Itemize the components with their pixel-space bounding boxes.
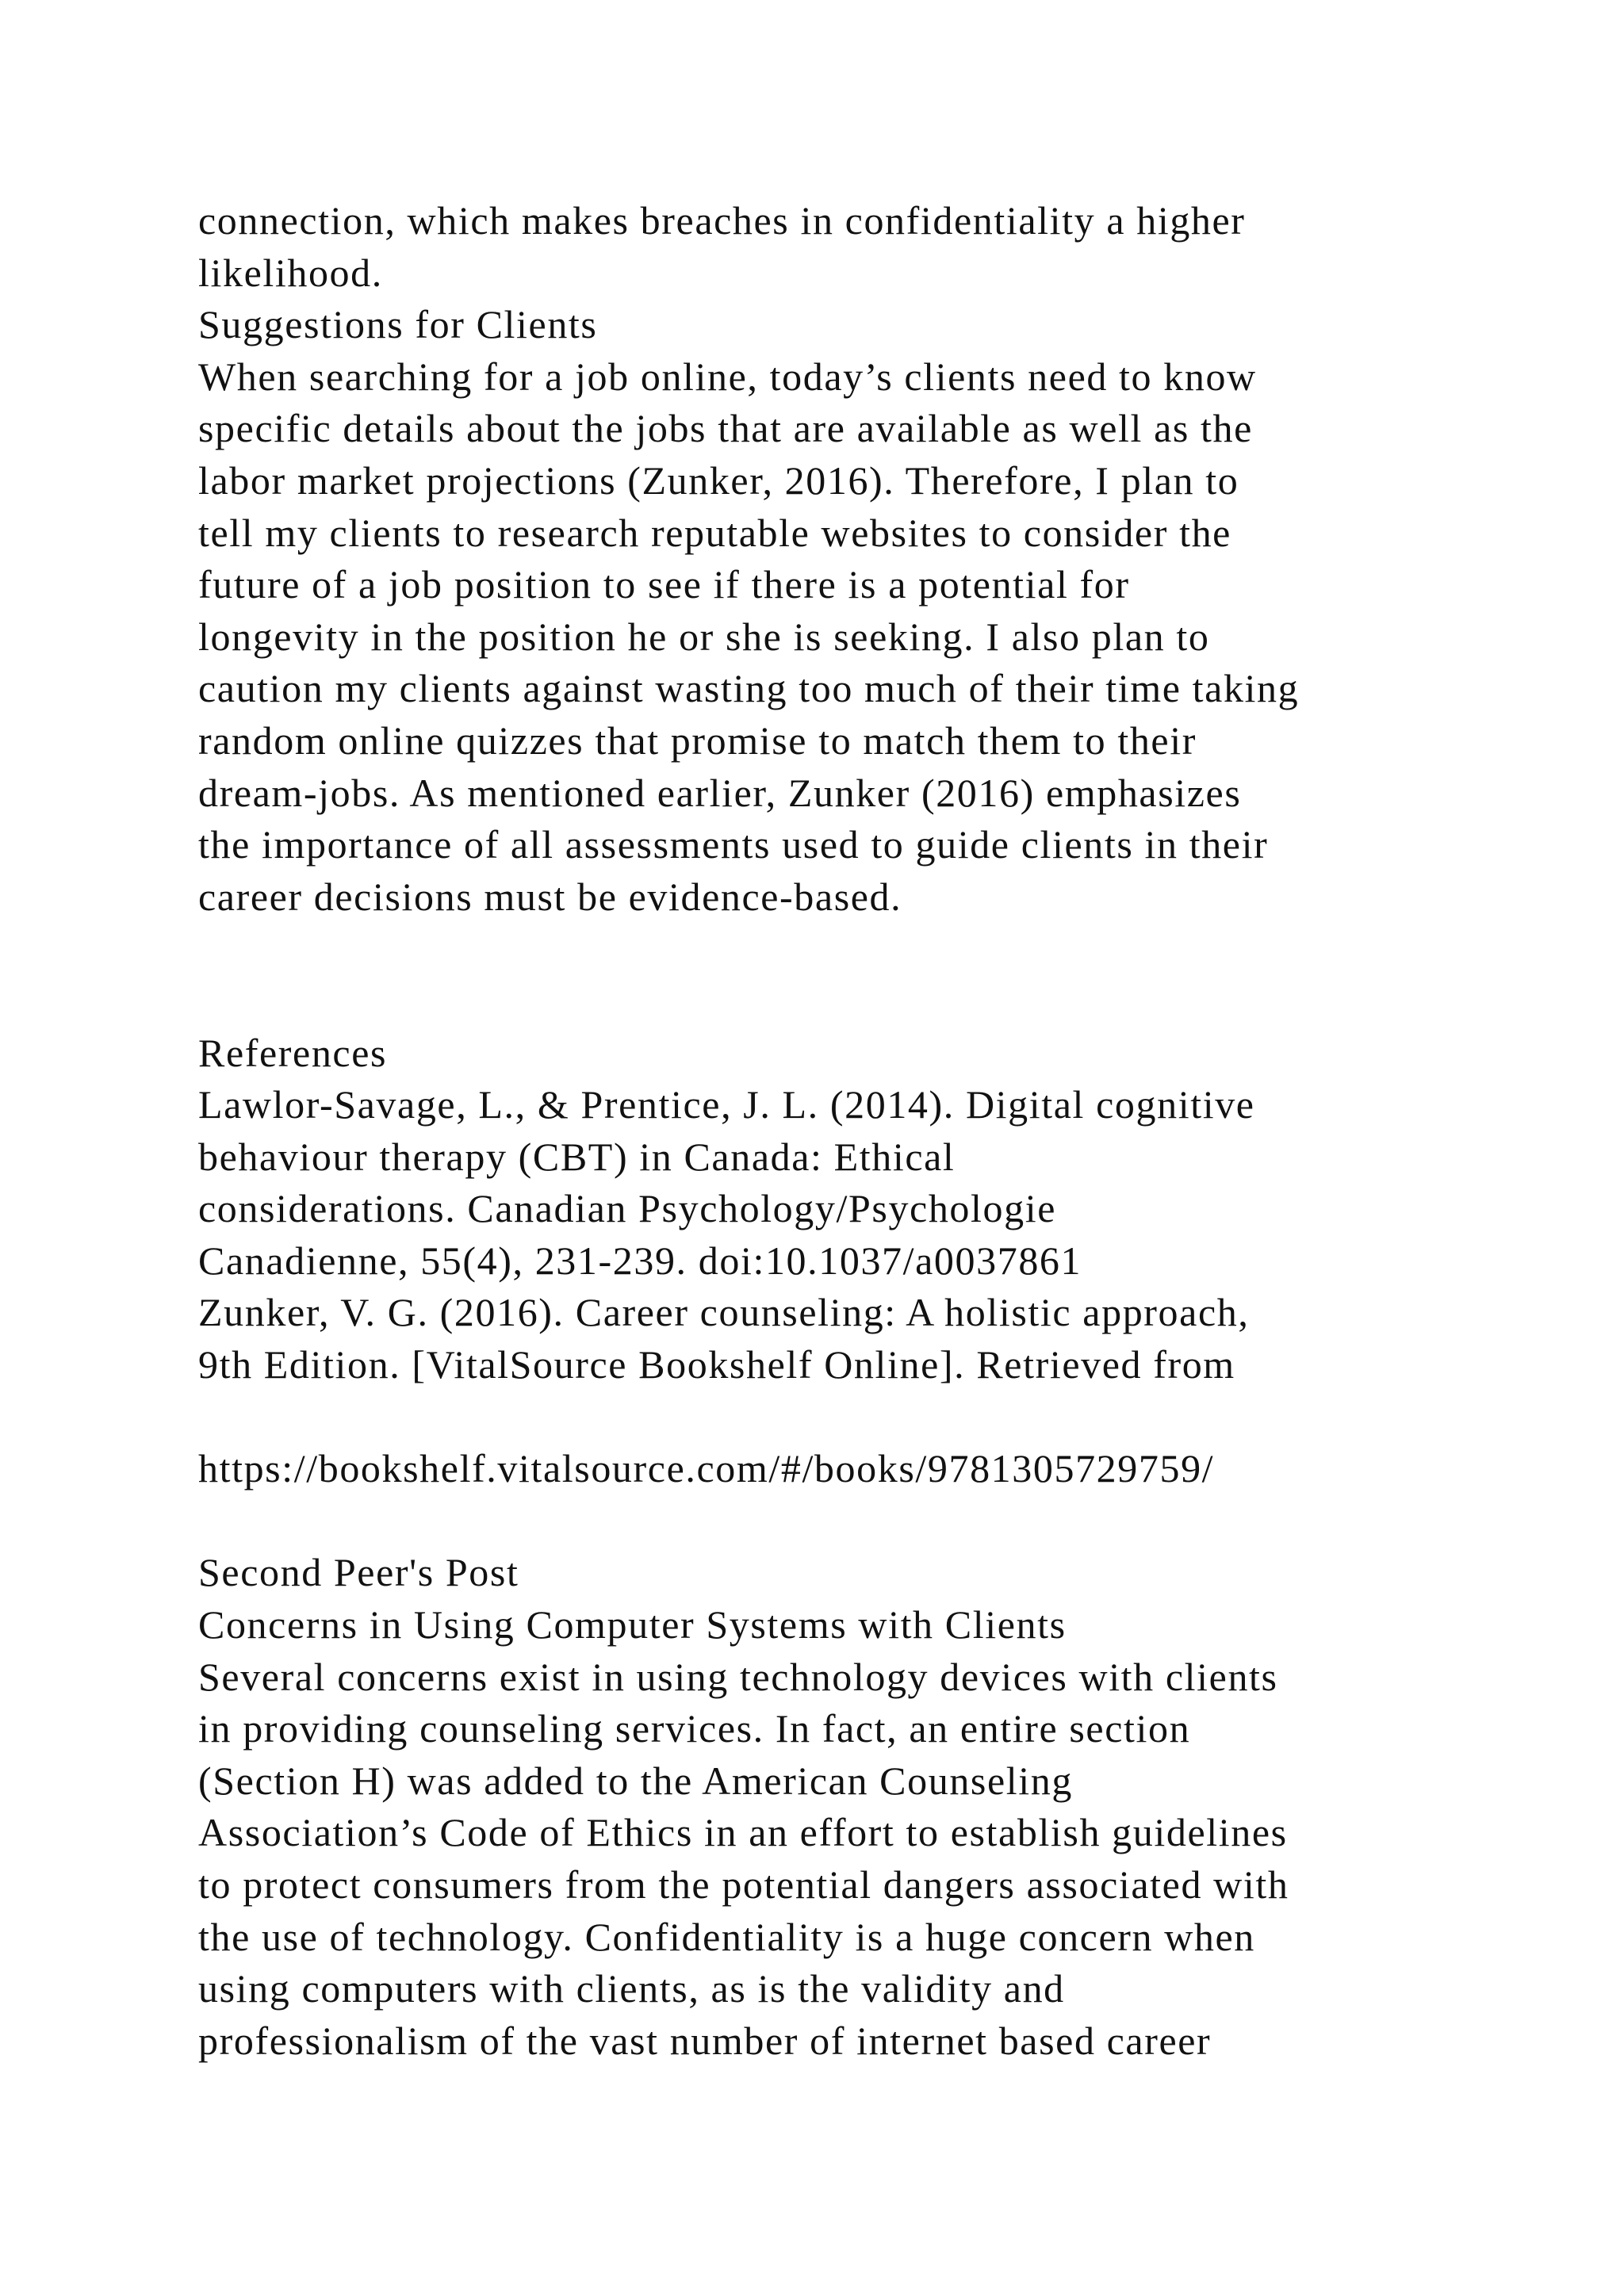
blank-line [198,1391,1499,1444]
blank-line [198,923,1499,975]
body-line: in providing counseling services. In fact, an entire section [198,1706,1191,1751]
body-line: future of a job position to see if there is a potential for [198,562,1130,607]
references-heading: References [198,1030,388,1075]
reference-line: 9th Edition. [VitalSource Bookshelf Online]. Retrieved from [198,1342,1235,1387]
body-line: likelihood. [198,250,383,295]
blank-line [198,1495,1499,1548]
body-line: Association’s Code of Ethics in an effort to establish guidelines [198,1810,1288,1855]
body-line: connection, which makes breaches in confidentiality a higher [198,198,1246,243]
section-heading-suggestions: Suggestions for Clients [198,302,598,347]
body-line: tell my clients to research reputable websites to consider the [198,510,1231,555]
reference-url: https://bookshelf.vitalsource.com/#/books/9781305729759/ [198,1446,1215,1491]
body-line: When searching for a job online, today’s clients need to know [198,354,1257,399]
reference-line: Canadienne, 55(4), 231-239. doi:10.1037/a0037861 [198,1238,1082,1283]
body-line: using computers with clients, as is the validity and [198,1966,1065,2011]
body-line: caution my clients against wasting too much of their time taking [198,666,1300,711]
body-line: to protect consumers from the potential dangers associated with [198,1862,1289,1907]
body-line: the importance of all assessments used to guide clients in their [198,822,1269,867]
reference-line: Lawlor-Savage, L., & Prentice, J. L. (2014). Digital cognitive [198,1082,1255,1127]
blank-line [198,975,1499,1027]
body-line: longevity in the position he or she is seeking. I also plan to [198,614,1210,659]
reference-line: Zunker, V. G. (2016). Career counseling: A holistic approach, [198,1290,1250,1335]
body-line: specific details about the jobs that are available as well as the [198,406,1253,451]
body-line: professionalism of the vast number of internet based career [198,2018,1212,2063]
body-line: Several concerns exist in using technology devices with clients [198,1654,1278,1699]
reference-line: considerations. Canadian Psychology/Psychologie [198,1186,1057,1231]
reference-line: behaviour therapy (CBT) in Canada: Ethical [198,1134,956,1179]
document-body [198,195,1499,2067]
body-line: labor market projections (Zunker, 2016). Therefore, I plan to [198,457,1239,503]
body-line: (Section H) was added to the American Counseling [198,1758,1073,1803]
section-heading-concerns: Concerns in Using Computer Systems with Clients [198,1602,1067,1647]
body-line: career decisions must be evidence-based. [198,874,902,919]
body-line: dream-jobs. As mentioned earlier, Zunker (2016) emphasizes [198,770,1242,815]
second-post-title: Second Peer's Post [198,1550,519,1595]
body-line: random online quizzes that promise to match them to their [198,718,1197,763]
body-line: the use of technology. Confidentiality is a huge concern when [198,1914,1255,1959]
